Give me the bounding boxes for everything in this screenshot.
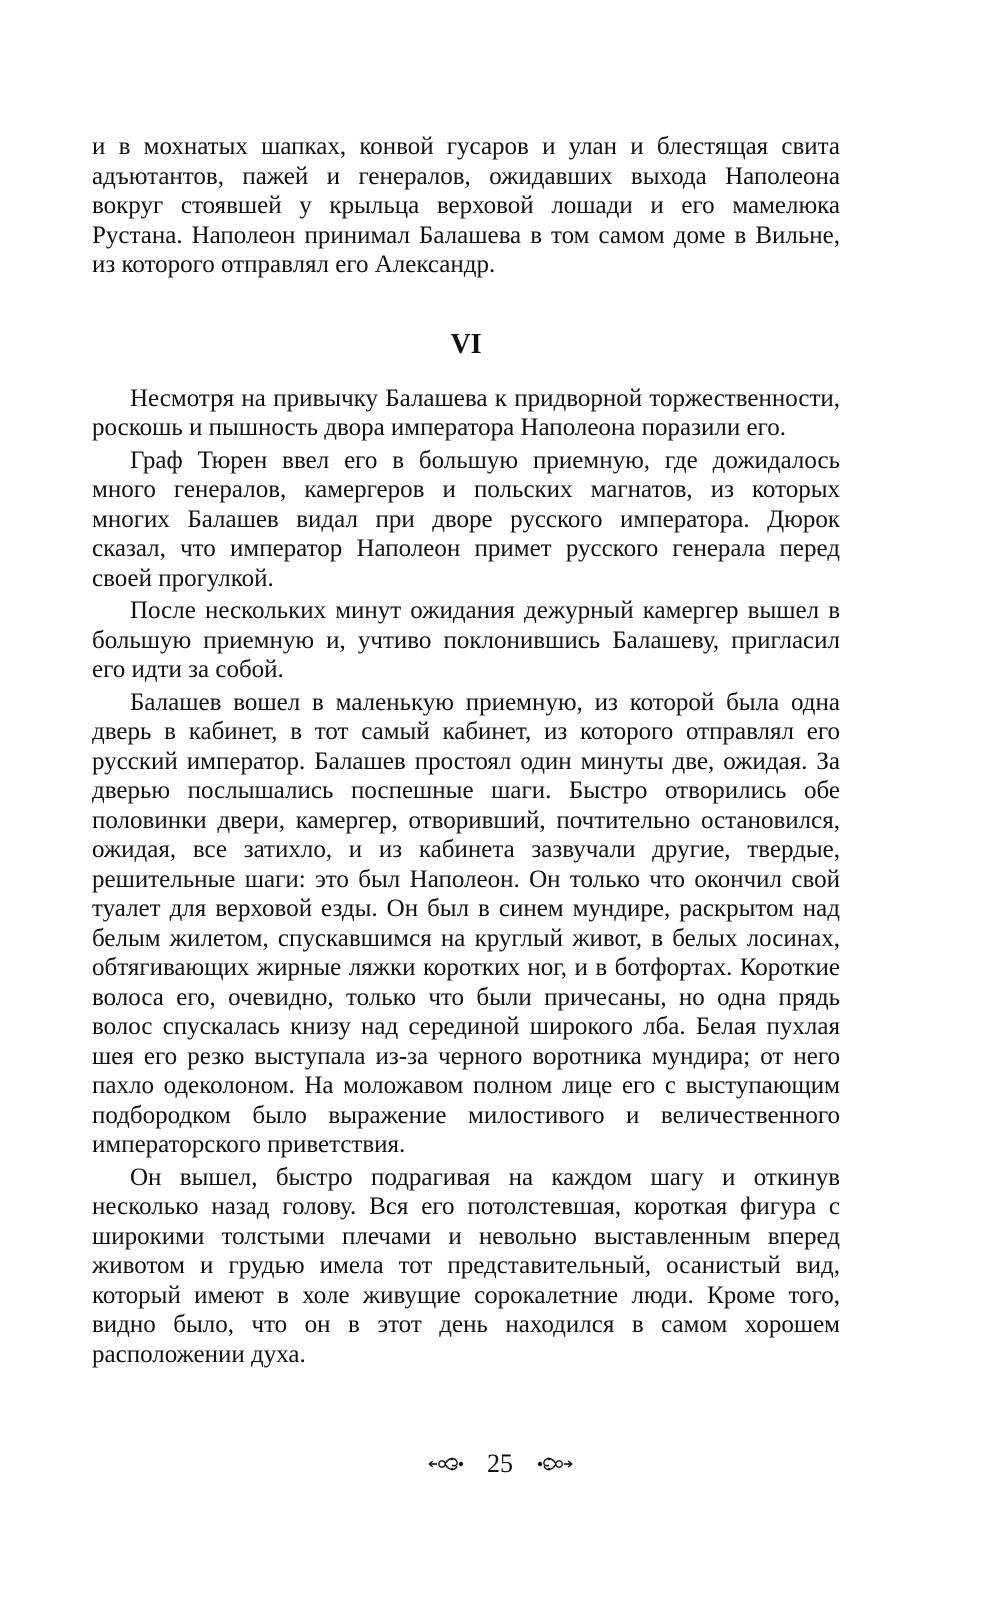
flourish-ornament-right-icon	[534, 1454, 574, 1474]
flourish-ornament-left-icon	[427, 1454, 467, 1474]
paragraph: Граф Тюрен ввел его в большую приемную, где дожидалось много генералов, камергеров и польских магнатов, из которых многих Балашев видал при дворе русского императора. Дюрок сказал, что император Наполеон примет русского генерала перед своей прогулкой.	[92, 446, 840, 592]
page-footer	[0, 1446, 1000, 1480]
page-body	[92, 132, 840, 1369]
paragraph: Балашев вошел в маленькую приемную, из которой была одна дверь в кабинет, в тот самый кабинет, из которого отправлял его русский император. Балашев простоял один минуты две, ожидая. За дверью послышались поспешные шаги. Быстро отворились обе половинки двери, камергер, отворивший, почтительно остановился, ожидая, все затихло, и из кабинета зазвучали другие, твердые, решительные шаги: это был Наполеон. Он только что окончил свой туалет для верховой езды. Он был в синем мундире, раскрытом над белым жилетом, спускавшимся на круглый живот, в белых лосинах, обтягивающих жирные ляжки коротких ног, и в ботфортах. Короткие волоса его, очевидно, только что были причесаны, но одна прядь волос спускалась книзу над серединой широкого лба. Белая пухлая шея его резко выступала из-за черного воротника мундира; от него пахло одеколоном. На моложавом полном лице его с выступающим подбородком было выражение милостивого и величественного императорского приветствия.	[92, 688, 840, 1158]
paragraph-continued: и в мохнатых шапках, конвой гусаров и улан и блестящая свита адъютантов, пажей и генералов, ожидавших выхода Наполеона вокруг стоявшей у крыльца верховой лошади и его мамелюка Рустана. Наполеон принимал Балашева в том самом доме в Вильне, из которого отправлял его Александр.	[92, 133, 840, 278]
chapter-heading: VI	[450, 328, 482, 360]
page-number: 25	[487, 1449, 513, 1479]
paragraph: После нескольких минут ожидания дежурный камергер вышел в большую приемную и, учтиво поклонившись Балашеву, пригласил его идти за собой.	[92, 597, 840, 683]
paragraph: Он вышел, быстро подрагивая на каждом шагу и откинув несколько назад голову. Вся его потолстевшая, короткая фигура с широкими толстыми плечами и невольно выставленным вперед животом и грудью имела тот представительный, осанистый вид, который имеют в холе живущие сорокалетние люди. Кроме того, видно было, что он в этот день находился в самом хорошем расположении духа.	[92, 1163, 840, 1368]
paragraph: Несмотря на привычку Балашева к придворной торжественности, роскошь и пышность двора императора Наполеона поразили его.	[92, 384, 840, 441]
